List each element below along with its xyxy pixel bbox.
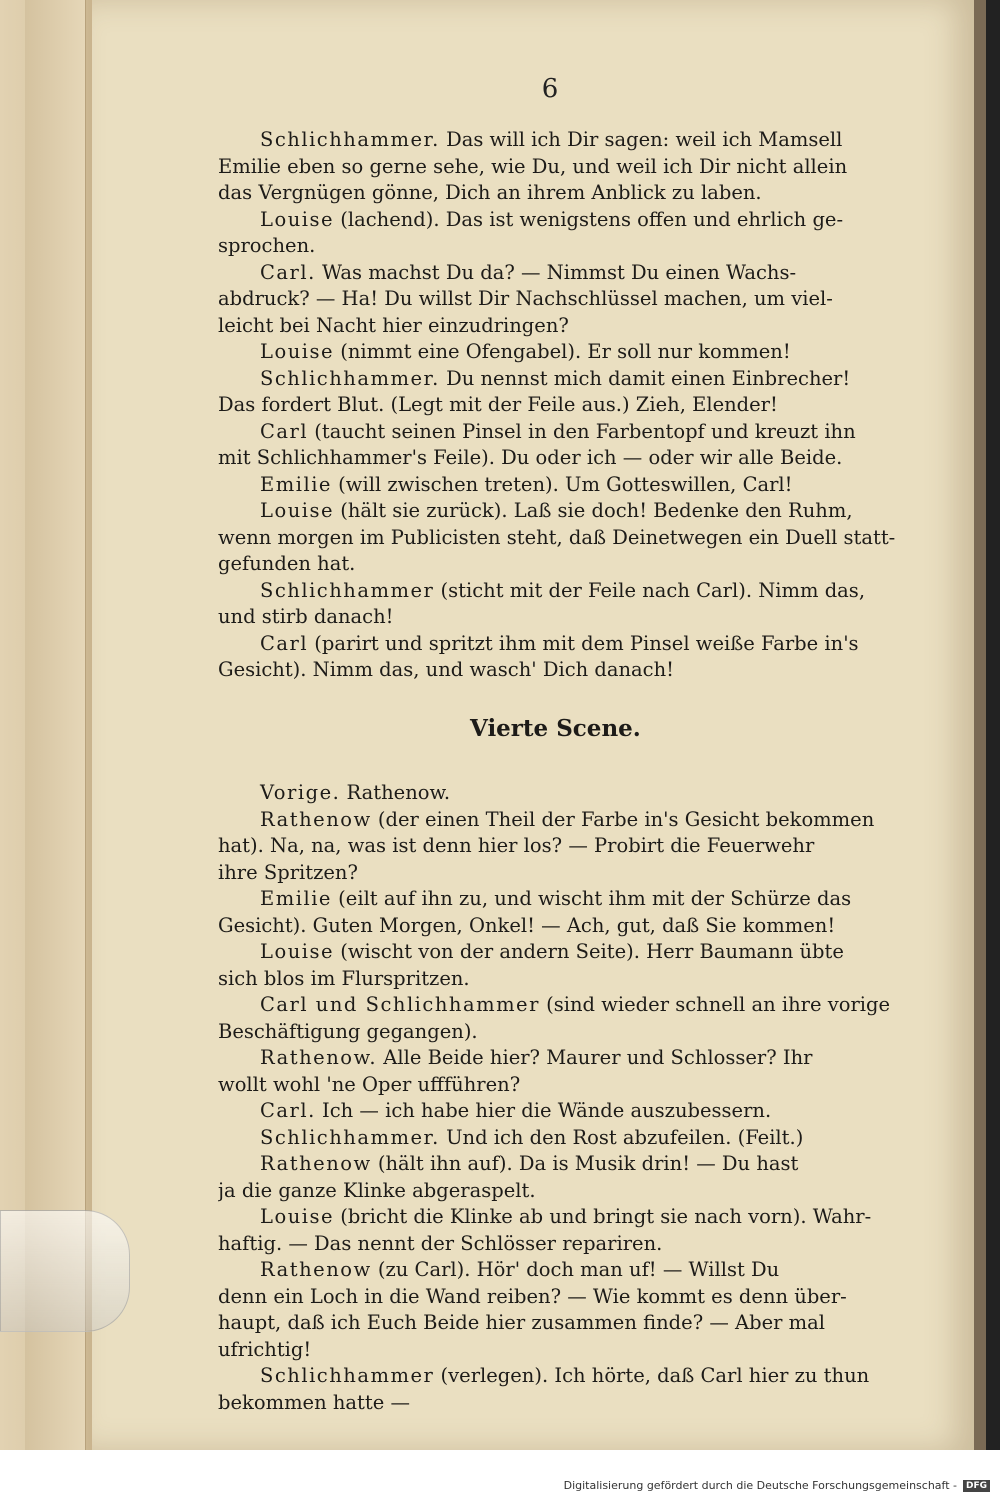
dfg-logo: DFG xyxy=(963,1480,990,1492)
line-text: haupt, daß ich Euch Beide hier zusammen finde? — Aber mal xyxy=(218,1311,826,1334)
text-line xyxy=(218,551,898,578)
text-line xyxy=(218,233,898,260)
text-block-2 xyxy=(218,780,898,1416)
text-line xyxy=(218,366,898,393)
text-line xyxy=(218,1019,898,1046)
text-line xyxy=(218,498,898,525)
line-text: Das fordert Blut. (Legt mit der Feile aus.) Zieh, Elender! xyxy=(218,393,778,416)
page-number: 6 xyxy=(541,74,559,104)
speaker-name: Schlichhammer. xyxy=(260,1125,440,1149)
line-text: leicht bei Nacht hier einzudringen? xyxy=(218,313,569,337)
line-text: Das will ich Dir sagen: weil ich Mamsell xyxy=(439,128,843,151)
line-text: gefunden hat. xyxy=(218,552,356,575)
text-line xyxy=(218,1204,898,1231)
speaker-name: Louise xyxy=(260,940,335,963)
line-text: sich blos im Flurspritzen. xyxy=(218,966,470,990)
text-line xyxy=(218,1390,898,1417)
text-line xyxy=(218,1363,898,1390)
text-line xyxy=(218,127,898,154)
line-text: Rathenow. xyxy=(340,781,451,804)
text-line xyxy=(218,860,898,887)
speaker-name: Schlichhammer. xyxy=(260,128,440,151)
speaker-name: Schlichhammer. xyxy=(260,366,440,390)
text-line xyxy=(218,1178,898,1205)
speaker-name: Carl und Schlichhammer xyxy=(260,993,540,1016)
text-line xyxy=(218,180,898,207)
text-line xyxy=(218,472,898,499)
line-text: und stirb danach! xyxy=(218,605,394,628)
page-clip xyxy=(0,1210,130,1332)
text-line xyxy=(218,1231,898,1258)
text-line xyxy=(218,780,898,807)
line-text: (sind wieder schnell an ihre vorige xyxy=(539,993,891,1016)
line-text: (taucht seinen Pinsel in den Farbentopf und kreuzt ihn xyxy=(308,419,856,443)
text-line xyxy=(218,1310,898,1337)
line-text: hat). Na, na, was ist denn hier los? — Probirt die Feuerwehr xyxy=(218,834,815,857)
text-block-1 xyxy=(218,127,898,684)
text-line xyxy=(218,260,898,287)
line-text: (nimmt eine Ofengabel). Er soll nur kommen! xyxy=(334,340,791,363)
line-text: wenn morgen im Publicisten steht, daß Deinetwegen ein Duell statt- xyxy=(218,525,896,549)
text-line xyxy=(218,992,898,1019)
right-border xyxy=(974,0,1000,1501)
text-line xyxy=(218,833,898,860)
line-text: Du nennst mich damit einen Einbrecher! xyxy=(439,366,851,390)
speaker-name: Carl xyxy=(260,419,309,443)
line-text: wollt wohl 'ne Oper uffführen? xyxy=(218,1072,521,1096)
footer xyxy=(564,1479,990,1492)
text-line xyxy=(218,1151,898,1178)
line-text: denn ein Loch in die Wand reiben? — Wie kommt es denn über- xyxy=(218,1284,847,1308)
dark-edge xyxy=(986,0,1000,1501)
text-line xyxy=(218,939,898,966)
line-text: Was machst Du da? — Nimmst Du einen Wachs- xyxy=(315,260,797,284)
speaker-name: Vorige. xyxy=(260,781,341,804)
line-text: Emilie eben so gerne sehe, wie Du, und weil ich Dir nicht allein xyxy=(218,154,848,178)
line-text: (wischt von der andern Seite). Herr Baumann übte xyxy=(334,940,844,963)
text-line xyxy=(218,1045,898,1072)
line-text: Beschäftigung gegangen). xyxy=(218,1019,478,1043)
text-line xyxy=(218,286,898,313)
speaker-name: Emilie xyxy=(260,887,332,910)
speaker-name: Rathenow xyxy=(260,807,372,831)
line-text: (der einen Theil der Farbe in's Gesicht bekommen xyxy=(371,807,875,831)
line-text: mit Schlichhammer's Feile). Du oder ich — oder wir alle Beide. xyxy=(218,446,843,469)
line-text: ufrichtig! xyxy=(218,1337,312,1361)
line-text: Gesicht). Nimm das, und wasch' Dich danach! xyxy=(218,658,674,681)
text-line xyxy=(218,1337,898,1364)
line-text: (hält ihn auf). Da is Musik drin! — Du hast xyxy=(371,1152,799,1175)
text-line xyxy=(218,1098,898,1125)
footer-text: Digitalisierung gefördert durch die Deutsche Forschungsgemeinschaft - xyxy=(563,1479,957,1492)
speaker-name: Louise xyxy=(260,499,335,522)
line-text: das Vergnügen gönne, Dich an ihrem Anblick zu laben. xyxy=(218,181,762,204)
text-line xyxy=(218,657,898,684)
line-text: abdruck? — Ha! Du willst Dir Nachschlüssel machen, um viel- xyxy=(218,287,833,310)
text-line xyxy=(218,1257,898,1284)
speaker-name: Carl. xyxy=(260,260,316,284)
text-line xyxy=(218,392,898,419)
line-text: (sticht mit der Feile nach Carl). Nimm das, xyxy=(434,578,866,602)
text-line xyxy=(218,207,898,234)
line-text: ja die ganze Klinke abgeraspelt. xyxy=(218,1178,536,1202)
line-text: bekommen hatte — xyxy=(218,1390,410,1414)
line-text: (verlegen). Ich hörte, daß Carl hier zu thun xyxy=(434,1364,870,1387)
text-line xyxy=(218,1284,898,1311)
speaker-name: Schlichhammer xyxy=(260,1364,435,1387)
speaker-name: Carl xyxy=(260,631,309,655)
line-text: ihre Spritzen? xyxy=(218,860,358,884)
text-line xyxy=(218,578,898,605)
line-text: Und ich den Rost abzufeilen. (Feilt.) xyxy=(439,1125,804,1149)
scene-heading: Vierte Scene. xyxy=(470,715,641,742)
line-text: (zu Carl). Hör' doch man uf! — Willst Du xyxy=(371,1258,780,1281)
footer-bar xyxy=(0,1450,1000,1501)
line-text: (will zwischen treten). Um Gotteswillen, Carl! xyxy=(331,472,793,496)
text-line xyxy=(218,1072,898,1099)
speaker-name: Rathenow xyxy=(260,1258,372,1281)
line-text: haftig. — Das nennt der Schlösser repariren. xyxy=(218,1231,663,1255)
speaker-name: Emilie xyxy=(260,472,332,496)
speaker-name: Louise xyxy=(260,1205,335,1228)
line-text: (bricht die Klinke ab und bringt sie nach vorn). Wahr- xyxy=(334,1205,872,1228)
text-line xyxy=(218,525,898,552)
text-line xyxy=(218,966,898,993)
text-line xyxy=(218,913,898,940)
line-text: Gesicht). Guten Morgen, Onkel! — Ach, gut, daß Sie kommen! xyxy=(218,913,836,937)
text-line xyxy=(218,419,898,446)
line-text: (eilt auf ihn zu, und wischt ihm mit der Schürze das xyxy=(331,887,852,910)
speaker-name: Louise xyxy=(260,340,335,363)
speaker-name: Louise xyxy=(260,207,335,231)
line-text: (parirt und spritzt ihm mit dem Pinsel weiße Farbe in's xyxy=(308,631,859,655)
speaker-name: Rathenow xyxy=(260,1152,372,1175)
line-text: Alle Beide hier? Maurer und Schlosser? Ihr xyxy=(377,1046,813,1069)
line-text: sprochen. xyxy=(218,234,316,257)
text-line xyxy=(218,1125,898,1152)
text-line xyxy=(218,339,898,366)
line-text: (lachend). Das ist wenigstens offen und ehrlich ge- xyxy=(334,207,844,231)
text-line xyxy=(218,604,898,631)
speaker-name: Rathenow. xyxy=(260,1046,378,1069)
text-line xyxy=(218,886,898,913)
speaker-name: Schlichhammer xyxy=(260,578,435,602)
text-line xyxy=(218,154,898,181)
text-line xyxy=(218,313,898,340)
text-line xyxy=(218,807,898,834)
line-text: Ich — ich habe hier die Wände auszubessern. xyxy=(315,1099,772,1122)
text-line xyxy=(218,445,898,472)
line-text: (hält sie zurück). Laß sie doch! Bedenke den Ruhm, xyxy=(334,499,853,522)
text-line xyxy=(218,631,898,658)
speaker-name: Carl. xyxy=(260,1099,316,1122)
